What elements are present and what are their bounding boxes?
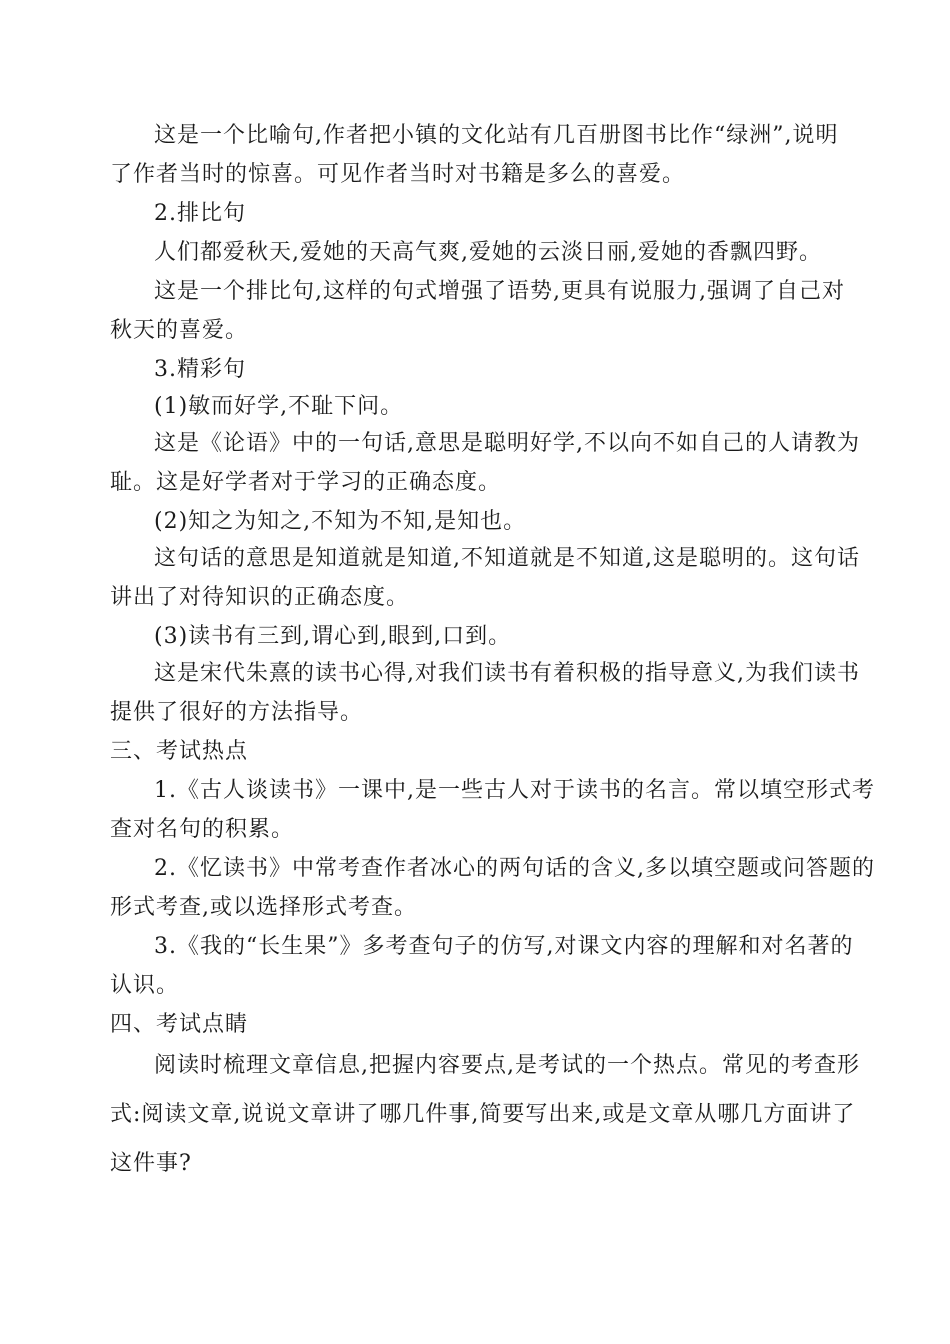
- text-line: 提供了很好的方法指导。: [110, 700, 364, 725]
- text-line: 人们都爱秋天,爱她的天高气爽,爱她的云淡日丽,爱她的香飘四野。: [154, 240, 822, 265]
- text-line: 秋天的喜爱。: [110, 318, 249, 343]
- text-line: 这是《论语》中的一句话,意思是聪明好学,不以向不如自己的人请教为: [154, 431, 860, 456]
- text-line: 认识。: [110, 973, 180, 998]
- text-line: 耻。这是好学者对于学习的正确态度。: [110, 470, 502, 495]
- text-line: 形式考查,或以选择形式考查。: [110, 895, 417, 920]
- text-line: 1.《古人谈读书》一课中,是一些古人对于读书的名言。常以填空形式考: [154, 778, 875, 803]
- text-line: 这是一个排比句,这样的句式增强了语势,更具有说服力,强调了自己对: [154, 279, 845, 304]
- text-line: 这件事?: [110, 1151, 192, 1176]
- section-heading: 三、考试热点: [110, 739, 249, 764]
- text-line: 式:阅读文章,说说文章讲了哪几件事,简要写出来,或是文章从哪几方面讲了: [110, 1102, 856, 1127]
- section-subheading: 3.精彩句: [154, 357, 246, 382]
- text-line: 阅读时梳理文章信息,把握内容要点,是考试的一个热点。常见的考查形: [154, 1053, 860, 1078]
- text-line: 2.《忆读书》中常考查作者冰心的两句话的含义,多以填空题或问答题的: [154, 856, 875, 881]
- text-line: 查对名句的积累。: [110, 817, 295, 842]
- text-line: 讲出了对待知识的正确态度。: [110, 585, 410, 610]
- text-line: (3)读书有三到,谓心到,眼到,口到。: [154, 624, 512, 649]
- text-line: 这是一个比喻句,作者把小镇的文化站有几百册图书比作“绿洲”,说明: [154, 123, 839, 148]
- text-line: 了作者当时的惊喜。可见作者当时对书籍是多么的喜爱。: [110, 162, 686, 187]
- text-line: 这句话的意思是知道就是知道,不知道就是不知道,这是聪明的。这句话: [154, 546, 860, 571]
- section-heading: 四、考试点睛: [110, 1012, 249, 1037]
- text-line: (2)知之为知之,不知为不知,是知也。: [154, 509, 527, 534]
- text-line: (1)敏而好学,不耻下问。: [154, 394, 404, 419]
- text-line: 3.《我的“长生果”》多考查句子的仿写,对课文内容的理解和对名著的: [154, 934, 854, 959]
- section-subheading: 2.排比句: [154, 201, 246, 226]
- text-line: 这是宋代朱熹的读书心得,对我们读书有着积极的指导意义,为我们读书: [154, 661, 860, 686]
